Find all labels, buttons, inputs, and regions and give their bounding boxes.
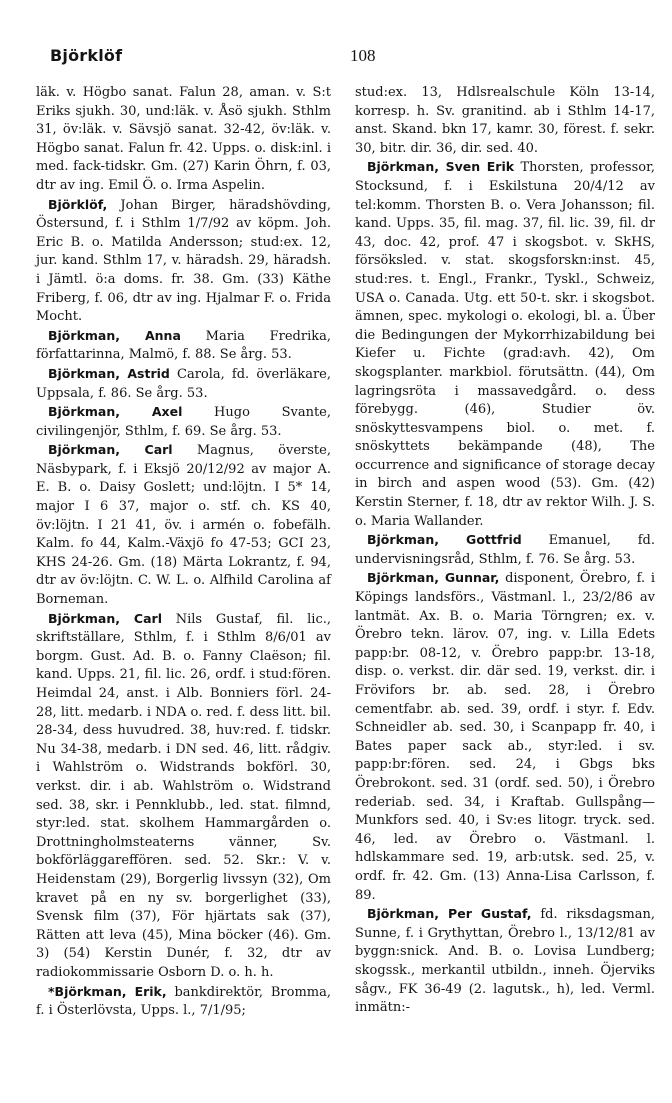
entry-name: Björkman, Per Gustaf, (367, 906, 532, 922)
entry-text: Maria Fredrika, författarinna, Malmö, f. 88. Se årg. 53. (36, 328, 332, 363)
entry (355, 84, 655, 158)
entry-text: läk. v. Högbo sanat. Falun 28, aman. v. S:t Eriks sjukh. 30, und:läk. v. Åsö sjukh. Sthlm 31, öv:läk. v. Sävsjö sanat. 32-42, öv:läk. v. Högbo sanat. Falun fr. 42. Upps. o. disk:inl. i med. fack-tidskr. Gm. (27) Karin Öhrn, f. 03, dtr av ing. Emil Ö. o. Irma Aspelin. (36, 85, 331, 193)
entry-text: fd. riksdagsman, Sunne, f. i Grythyttan, Örebro l., 13/12/81 av byggn:snick. And. B. o. Lovisa Lundberg; skogssk., merkantil utbildn., inneh. Öjerviks sågv., FK 36-49 (2. lagutsk., h), led. Verml. inmätn:- (355, 907, 655, 1016)
entry-text: Johan Birger, häradshövding, Östersund, f. i Sthlm 1/7/92 av köpm. Joh. Eric B. o. Matilda Andersson; stud:ex. 12, jur. kand. Sthlm 17, v. häradsh. 29, häradsh. i Jämtl. ö:a doms. fr. 38. Gm. (33) Käthe Friberg, f. 06, dtr av ing. Hjalmar F. o. Frida Mocht. (36, 197, 331, 325)
page-number: 108 (350, 46, 376, 65)
entry (355, 531, 655, 569)
entry-name: Björkman, Carl (48, 610, 162, 626)
entry (36, 196, 331, 327)
entry (36, 441, 331, 609)
entry-text: Hugo Svante, civilingenjör, Sthlm, f. 69. Se årg. 53. (36, 405, 331, 439)
entry-text: Carola, fd. överläkare, Uppsala, f. 86. Se årg. 53. (36, 366, 331, 401)
entry (355, 158, 655, 531)
running-head: Björklöf (50, 46, 123, 65)
entry (36, 610, 331, 983)
entry-name: Björkman, Astrid (48, 365, 170, 381)
entry (36, 84, 331, 196)
entry (36, 983, 331, 1021)
entry-name: Björkman, Carl (48, 442, 173, 458)
entry-text: Magnus, överste, Näsbypark, f. i Eksjö 20/12/92 av major A. E. B. o. Daisy Goslett; und:löjtn. I 5* 14, major I 6 37, major o. stf. ch. KS 40, öv:löjtn. I 21 41, öv. i armén o. fobefälh. Kalm. fo 44, Kalm.-Växjö fo 47-53; GCI 23, KHS 24-26. Gm. (18) Märta Lokrantz, f. 94, dtr av öv:löjtn. C. W. L. o. Alfhild Carolina af Borneman. (36, 443, 331, 608)
entry-name: Björkman, Gottfrid (367, 532, 522, 548)
entry-text: Thorsten, professor, Stocksund, f. i Eskilstuna 20/4/12 av tel:komm. Thorsten B. o. Vera Johansson; fil. kand. Upps. 35, fil. mag. 37, fil. lic. 39, fil. dr 43, doc. 42, prof. 47 i skogsbot. v. SkHS, försöksled. v. stat. skogsforskn:inst. 45, stud:res. t. Engl., Frankr., Tyskl., Schweiz, USA o. Canada. Utg. ett 50-t. skr. i skogsbot. ämnen, spec. mykologi o. ekologi, bl. a. Über die Bedingungen der Mykorrhizabildung bei Kiefer u. Fichte (grad:avh. 42), Om skogsplanter. markbiol. förutsättn. (44), Om lagringsröta i massavedgård. o. dess förebygg. (46), Studier öv. snöskyttesvampens biol. o. met. f. snöskyttets bekämpande (48), The occurrence and significance of storage decay in birch and aspen wood (53). Gm. (42) Kerstin Sterner, f. 18, dtr av rektor Wilh. J. S. o. Maria Wallander. (355, 160, 655, 529)
page-header (50, 46, 660, 72)
entry (355, 905, 655, 1018)
entry (36, 365, 331, 403)
entry-name: Björkman, Gunnar, (367, 570, 500, 586)
entry-text: disponent, Örebro, f. i Köpings landsförs., Västmanl. l., 23/2/86 av lantmät. Ax. B. o. Maria Törngren; ex. v. Örebro tekn. lärov. 07, ing. v. Lilla Edets papp:br. 08-12, v. Örebro papp:br. 13-18, disp. o. verkst. dir. där sed. 19, verkst. dir. i Frövifors br. ab. sed. 28, i Örebro cementfabr. ab. sed. 39, ordf. i styr. f. Edv. Schneidler ab. sed. 30, i Scanpapp fr. 40, i Bates paper sack ab., styr:led. i sv. papp:br:fören. sed. 24, i Gbgs bks Örebrokont. sed. 31 (ordf. sed. 50), i Örebro rederiab. sed. 34, i Kraftab. Gullspång—Munkfors sed. 40, i Sv:es litogr. tryck. sed. 46, led. av Örebro o. Västmanl. l. hdlskammare sed. 19, arb:utsk. sed. 25, v. ordf. fr. 42. Gm. (13) Anna-Lisa Carlsson, f. 89. (355, 571, 655, 903)
entry-name: Björklöf, (48, 196, 108, 212)
entry (36, 403, 331, 441)
left-column (36, 84, 331, 1021)
entry-text: Nils Gustaf, fil. lic., skriftställare, Sthlm, f. i Sthlm 8/6/01 av borgm. Gust. Ad. B. o. Fanny Claëson; fil. kand. Upps. 21, fil. lic. 26, ordf. i stud:fören. Heimdal 24, anst. i Alb. Bonniers förl. 24-28, litt. medarb. i NDA o. red. f. dess litt. bil. 28-34, dess huvudred. 38, huv:red. f. tidskr. Nu 34-38, medarb. i DN sed. 46, litt. rådgiv. i Wahlström o. Widstrands bokförl. 30, verkst. dir. i ab. Wahlström o. Widstrand sed. 38, skr. i Pennklubb., led. stat. filmnd, styr:led. stat. skolhem Hammargården o. Drottningholmsteaterns vänner, Sv. bokförläggareffören. sed. 52. Skr.: V. v. Heidenstam (29), Borgerlig livssyn (32), Om kravet på en ny sv. borgerlighet (33), Svensk film (37), För hjärtats sak (37), Rätten att leva (45), Mina böcker (46). Gm. 3) (54) Kerstin Dunér, f. 32, dtr av radiokommissarie Osborn D. o. h. h. (36, 611, 331, 980)
entry-name: Björkman, Sven Erik (367, 159, 515, 175)
entry-name: Björkman, Axel (48, 404, 183, 420)
entry-text: Emanuel, fd. undervisningsråd, Sthlm, f. 76. Se årg. 53. (355, 533, 655, 567)
entry-text: stud:ex. 13, Hdlsrealschule Köln 13-14, korresp. h. Sv. granitind. ab i Sthlm 14-17, anst. Skand. bkn 17, kamr. 30, förest. f. sekr. 30, bitr. dir. 36, dir. sed. 40. (355, 85, 655, 156)
entry-text: bankdirektör, Bromma, f. i Österlövsta, Upps. l., 7/1/95; (36, 984, 331, 1019)
entry (355, 569, 655, 905)
entry (36, 327, 331, 365)
entry-name: Björkman, Anna (48, 327, 181, 343)
right-column (355, 84, 655, 1018)
entry-name: *Björkman, Erik, (48, 983, 167, 999)
